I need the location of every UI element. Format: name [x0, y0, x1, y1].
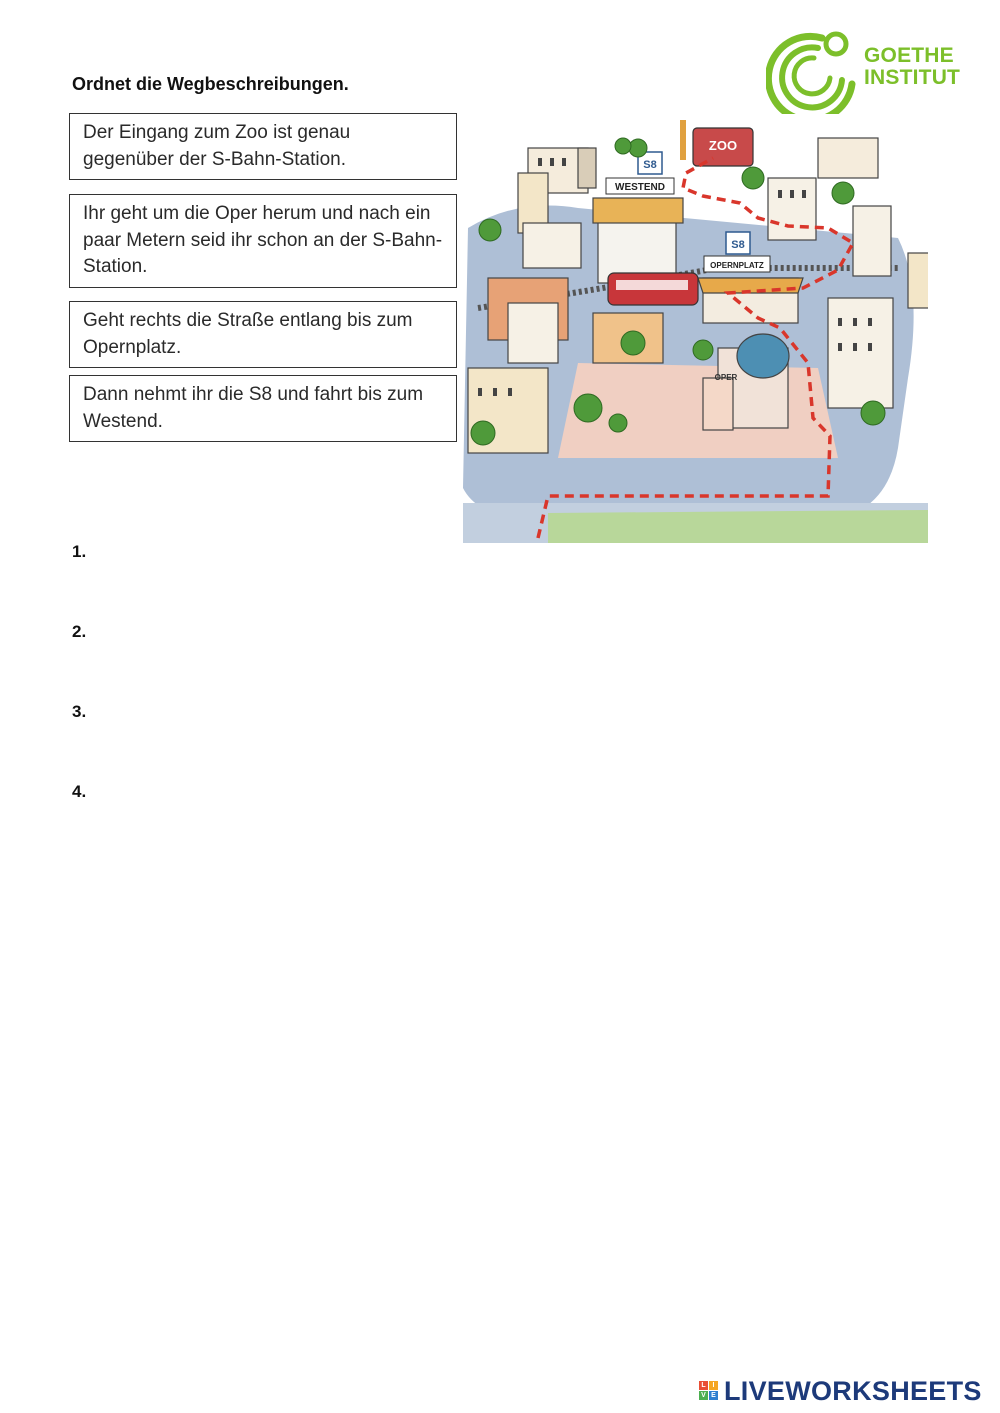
direction-text: Der Eingang zum Zoo ist genau gegenüber der S-Bahn-Station. — [83, 122, 351, 170]
zoo-sign: ZOO — [708, 138, 738, 153]
answer-number-4: 4. — [72, 782, 87, 801]
worksheet-heading: Ordnet die Wegbeschreibungen. — [72, 74, 349, 94]
direction-card-2[interactable] — [69, 194, 457, 288]
logo-line-1: GOETHE — [864, 44, 954, 67]
direction-text: Dann nehmt ihr die S8 und fahrt bis zum Westend. — [83, 384, 424, 432]
direction-text: Ihr geht um die Oper herum und nach ein paar Metern seid ihr schon an der S-Bahn-Station. — [83, 203, 443, 277]
direction-card-1[interactable] — [69, 113, 457, 180]
direction-card-4[interactable] — [69, 375, 457, 442]
answer-number-2: 2. — [72, 622, 87, 641]
answer-number-3: 3. — [72, 702, 87, 721]
direction-card-3[interactable] — [69, 301, 457, 368]
city-map-illustration — [458, 118, 928, 543]
direction-text: Geht rechts die Straße entlang bis zum Opernplatz. — [83, 310, 413, 358]
s8-sign-mid: S8 — [731, 239, 745, 251]
oper-label: OPER — [714, 373, 738, 382]
s8-sign-top: S8 — [643, 159, 657, 171]
logo-line-2: INSTITUT — [864, 66, 961, 89]
answer-number-1: 1. — [72, 542, 87, 561]
westend-sign: WESTEND — [615, 182, 665, 193]
opernplatz-sign: OPERNPLATZ — [710, 261, 764, 270]
liveworksheets-watermark: LIVEWORKSHEETS — [724, 1376, 982, 1406]
